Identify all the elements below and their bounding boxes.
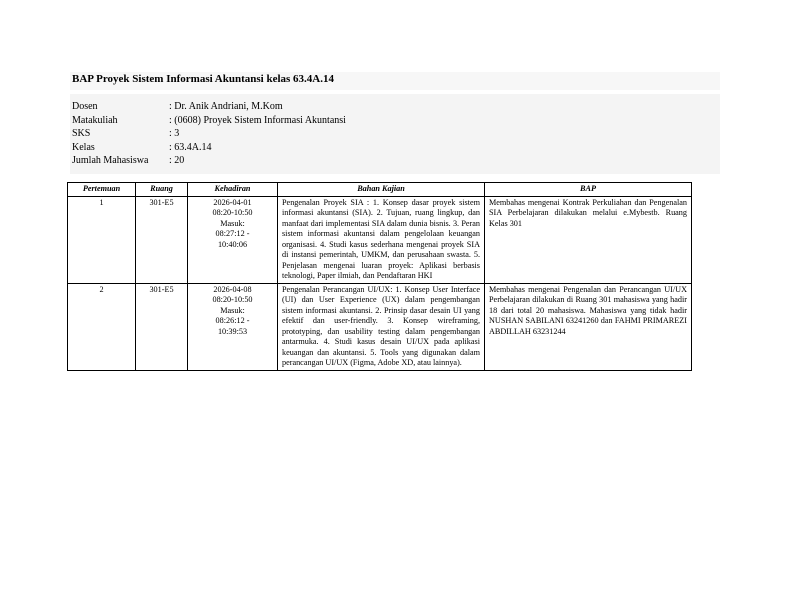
kehadiran-schedule: 08:20-10:50 xyxy=(212,208,253,217)
info-value: : Dr. Anik Andriani, M.Kom xyxy=(169,101,283,112)
info-label: Jumlah Mahasiswa xyxy=(72,155,149,167)
cell-bap: Membahas mengenai Kontrak Perkuliahan dan Pengenalan SIA Perbelajaran dilakukan melalui e.Mybest​b. Ruang Kelas 301 xyxy=(485,196,692,283)
cell-bahan-kajian: Pengenalan Proyek SIA : 1. Konsep dasar proyek sistem informasi akuntansi (SIA). 2. Tujuan, ruang lingkup, dan manfaat dari implementasi SIA dalam dunia bisnis. 3. Peran sistem informasi akuntansi dalam pengelolaan keuangan organisasi. 4. Studi kasus sederhana mengenai proyek SIA di instansi pemerintah, UMKM, dan perusahaan swasta. 5. Penjelasan mengenai luaran proyek: Aplikasi berbasis teknologi, Paper ilmiah, dan Pendaftaran HKI xyxy=(278,196,485,283)
info-label: Dosen xyxy=(72,101,98,112)
table-header-row xyxy=(68,183,692,197)
kehadiran-date: 2026-04-08 xyxy=(213,284,252,294)
kehadiran-masuk-label: Masuk: xyxy=(220,305,245,315)
info-row-kelas xyxy=(72,141,346,155)
info-row-matakuliah xyxy=(72,114,346,128)
info-row-dosen xyxy=(72,100,346,114)
info-label: Kelas xyxy=(72,141,95,153)
cell-pertemuan: 2 xyxy=(68,283,136,370)
kehadiran-in-time: 08:27:12 - xyxy=(215,229,250,238)
cell-pertemuan: 1 xyxy=(68,196,136,283)
document-title: BAP Proyek Sistem Informasi Akuntansi kelas 63.4A.14 xyxy=(72,73,334,85)
header-pertemuan: Pertemuan xyxy=(68,183,136,197)
info-value: : 63.4A.14 xyxy=(169,141,212,153)
info-label: SKS xyxy=(72,128,91,140)
cell-ruang: 301-E5 xyxy=(136,283,188,370)
info-value: : 20 xyxy=(169,155,185,167)
kehadiran-out-time: 10:39:53 xyxy=(217,326,248,336)
kehadiran-masuk-label: Masuk: xyxy=(220,218,245,228)
kehadiran-date: 2026-04-01 xyxy=(213,197,252,207)
kehadiran-in-time: 08:26:12 - xyxy=(215,316,250,325)
cell-bahan-kajian: Pengenalan Perancangan UI/UX: 1. Konsep User Interface (UI) dan User Experience (UX) dalam pengembangan sistem informasi akuntansi. 2. Prinsip dasar desain UI yang efektif dan user-friendly. 3. Konsep wireframing, prototyping, dan usability testing dalam pengembangan antarmuka. 4. Studi kasus desain UI/UX pada aplikasi keuangan dan akuntansi. 5. Tools yang digunakan dalam perancangan UI/UX (Figma, Adobe XD, atau lainnya). xyxy=(278,283,485,370)
info-row-sks xyxy=(72,127,346,141)
cell-kehadiran xyxy=(188,196,278,283)
info-label: Matakuliah xyxy=(72,114,118,126)
header-bap: BAP xyxy=(485,183,692,197)
kehadiran-out-time: 10:40:06 xyxy=(217,239,248,249)
bap-table xyxy=(67,182,692,371)
header-ruang: Ruang xyxy=(136,183,188,197)
cell-kehadiran xyxy=(188,283,278,370)
info-value: : (0608) Proyek Sistem Informasi Akuntansi xyxy=(169,114,346,126)
header-kehadiran: Kehadiran xyxy=(188,183,278,197)
header-bahan-kajian: Bahan Kajian xyxy=(278,183,485,197)
kehadiran-schedule: 08:20-10:50 xyxy=(212,295,253,304)
info-row-jumlah-mahasiswa xyxy=(72,154,346,168)
info-value: : 3 xyxy=(169,128,180,140)
course-info xyxy=(72,100,346,168)
table-row xyxy=(68,196,692,283)
table-row xyxy=(68,283,692,370)
cell-ruang: 301-E5 xyxy=(136,196,188,283)
cell-bap: Membahas mengenai Pengenalan dan Perancangan UI/UX Perbelajaran dilakukan di Ruang 301 mahasiswa yang hadir 18 dari total 20 mahasiswa. Mahasiswa yang tidak hadir NUSHAN SABILANI 63241260 dan FAHMI PRIMAREZI ABDILLAH 63231244 xyxy=(485,283,692,370)
